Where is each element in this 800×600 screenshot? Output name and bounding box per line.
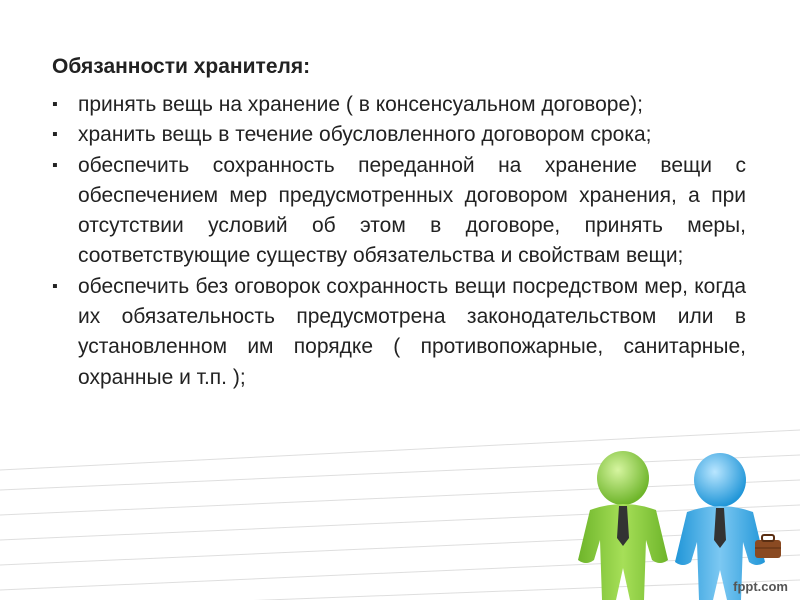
people-illustration	[560, 440, 790, 600]
bullet-item: ▪ хранить вещь в течение обусловленного договором срока;	[52, 120, 746, 150]
green-person-icon	[578, 451, 668, 600]
bullet-item: ▪ обеспечить сохранность переданной на хранение вещи с обеспечением мер предусмотренных договором хранения, а при отсутствии условий об этом в договоре, принять меры, соответствующие существу обязательства и свойствам вещи;	[52, 151, 746, 272]
bullet-item: ▪ принять вещь на хранение ( в консенсуальном договоре);	[52, 90, 746, 120]
bullet-list	[52, 90, 746, 393]
brand-watermark: fppt.com	[733, 579, 788, 594]
blue-person-icon	[675, 453, 765, 600]
bullet-item: ▪ обеспечить без оговорок сохранность вещи посредством мер, когда их обязательность предусмотрена законодательством или в установленном им порядке ( противопожарные, санитарные, охранные и т.п. );	[52, 272, 746, 393]
slide-title: Обязанности хранителя:	[52, 55, 311, 78]
